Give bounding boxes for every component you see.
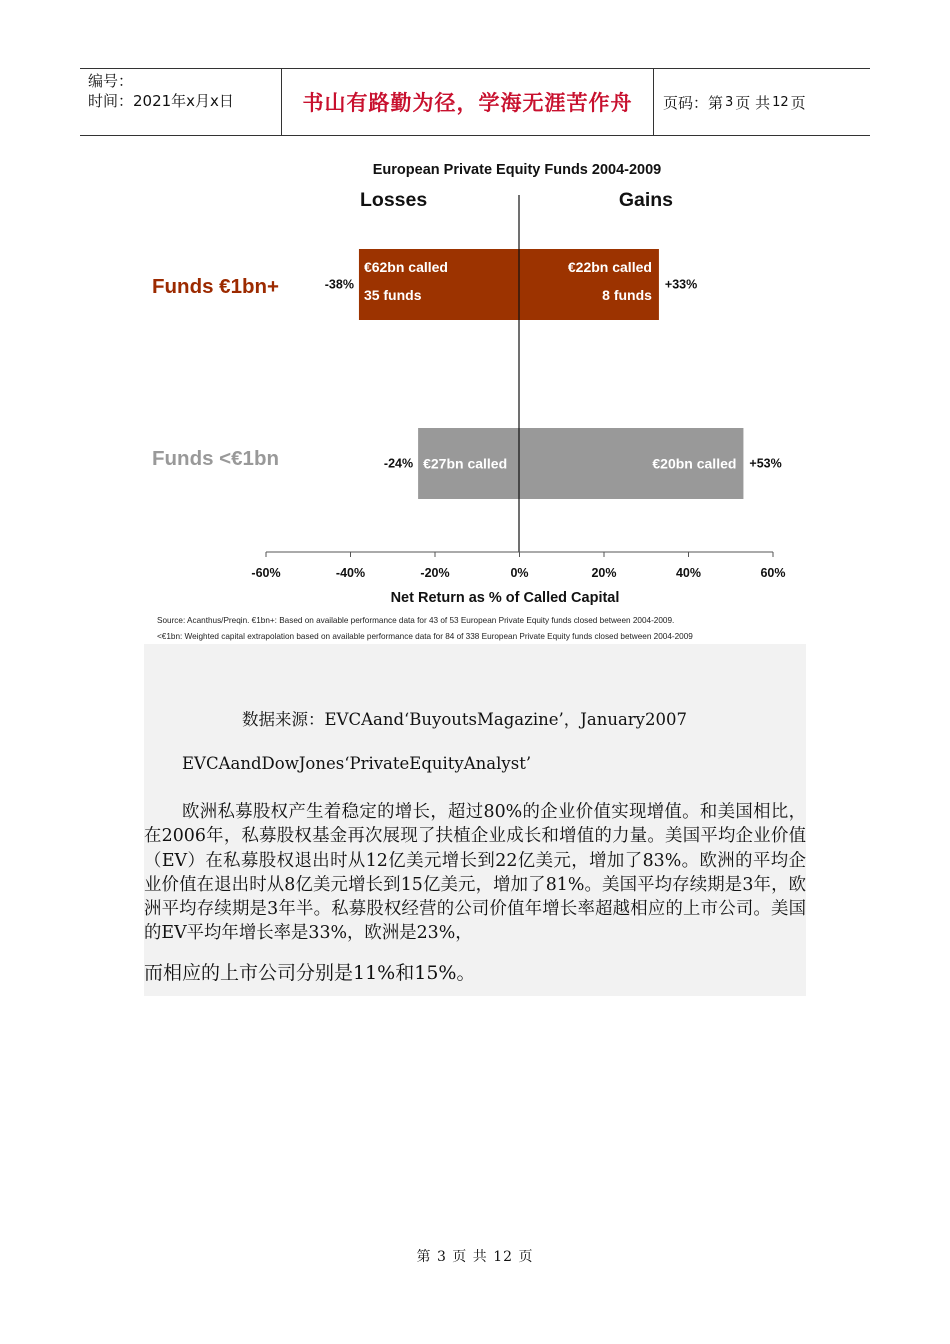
category-label-1: Funds <€1bn (152, 447, 280, 470)
loss-text-0-1: 35 funds (363, 287, 422, 303)
body-paragraph-last-line: 而相应的上市公司分别是11%和15%。 (144, 962, 476, 984)
page-total: 12 (772, 94, 789, 110)
header-slogan: 书山有路勤为径，学海无涯苦作舟 (282, 69, 654, 135)
document-header (80, 68, 870, 136)
loss-text-1-0: €27bn called (423, 455, 508, 472)
category-label-0: Funds €1bn+ (152, 275, 280, 298)
gain-text-0-0: €22bn called (567, 259, 652, 275)
source-line-1: 数据来源：EVCAand‘BuyoutsMagazine’，January2007 (242, 710, 687, 729)
gain-pct-label-0: +33% (664, 277, 698, 292)
chart-title: European Private Equity Funds 2004-2009 (372, 162, 662, 178)
losses-label: Losses (360, 189, 428, 211)
private-equity-chart (140, 150, 820, 650)
code-label: 编号： (88, 72, 134, 90)
time-label: 时间：2021年x月x日 (88, 92, 234, 110)
x-tick-label-6: 60% (760, 566, 786, 580)
x-tick-label-4: 20% (591, 566, 617, 580)
gain-pct-label-1: +53% (749, 456, 782, 471)
text-box (144, 644, 806, 996)
header-meta (80, 69, 282, 135)
x-axis-label: Net Return as % of Called Capital (390, 590, 620, 606)
gain-text-0-1: 8 funds (602, 287, 652, 303)
source-line-2: EVCAandDowJones‘PrivateEquityAnalyst’ (182, 754, 532, 773)
loss-pct-label-0: -38% (324, 277, 354, 292)
page-prefix: 页码：第 (663, 93, 724, 112)
chart-svg (140, 150, 820, 650)
x-tick-label-5: 40% (675, 566, 702, 580)
header-page-number (654, 69, 870, 135)
page-mid: 页 共 (735, 93, 771, 112)
loss-pct-label-1: -24% (383, 456, 414, 471)
x-tick-label-2: -20% (420, 566, 450, 580)
body-paragraph: 欧洲私募股权产生着稳定的增长，超过80%的企业价值实现增值。和美国相比，在2006年，私募股权基金再次展现了扶植企业成长和增值的力量。美国平均企业价值（EV）在私募股权退出时从12亿美元增长到22亿美元，增加了83%。欧洲的平均企业价值在退出时从8亿美元增长到15亿美元，增加了81%。美国平均存续期是3年，欧洲平均存续期是3年半。私募股权经营的公司价值年增长率超越相应的上市公司。美国的EV平均年增长率是33%，欧洲是23%， (144, 802, 806, 944)
gains-label: Gains (618, 189, 673, 211)
x-tick-label-3: 0% (510, 566, 529, 580)
x-tick-label-1: -40% (335, 566, 366, 580)
page-suffix: 页 (790, 93, 806, 112)
page-current: 3 (725, 94, 734, 110)
chart-note-0: Source: Acanthus/Preqin. €1bn+: Based on available performance data for 43 of 53 European Private Equity funds closed between 2004-2009. (157, 616, 675, 625)
gain-text-1-0: €20bn called (652, 455, 737, 472)
chart-note-1: <€1bn: Weighted capital extrapolation based on available performance data for 84 of 338 European Private Equity funds closed between 2004-2009 (157, 632, 693, 641)
page-footer: 第 3 页 共 12 页 (416, 1249, 534, 1265)
loss-text-0-0: €62bn called (363, 259, 448, 275)
x-tick-label-0: -60% (251, 566, 281, 580)
